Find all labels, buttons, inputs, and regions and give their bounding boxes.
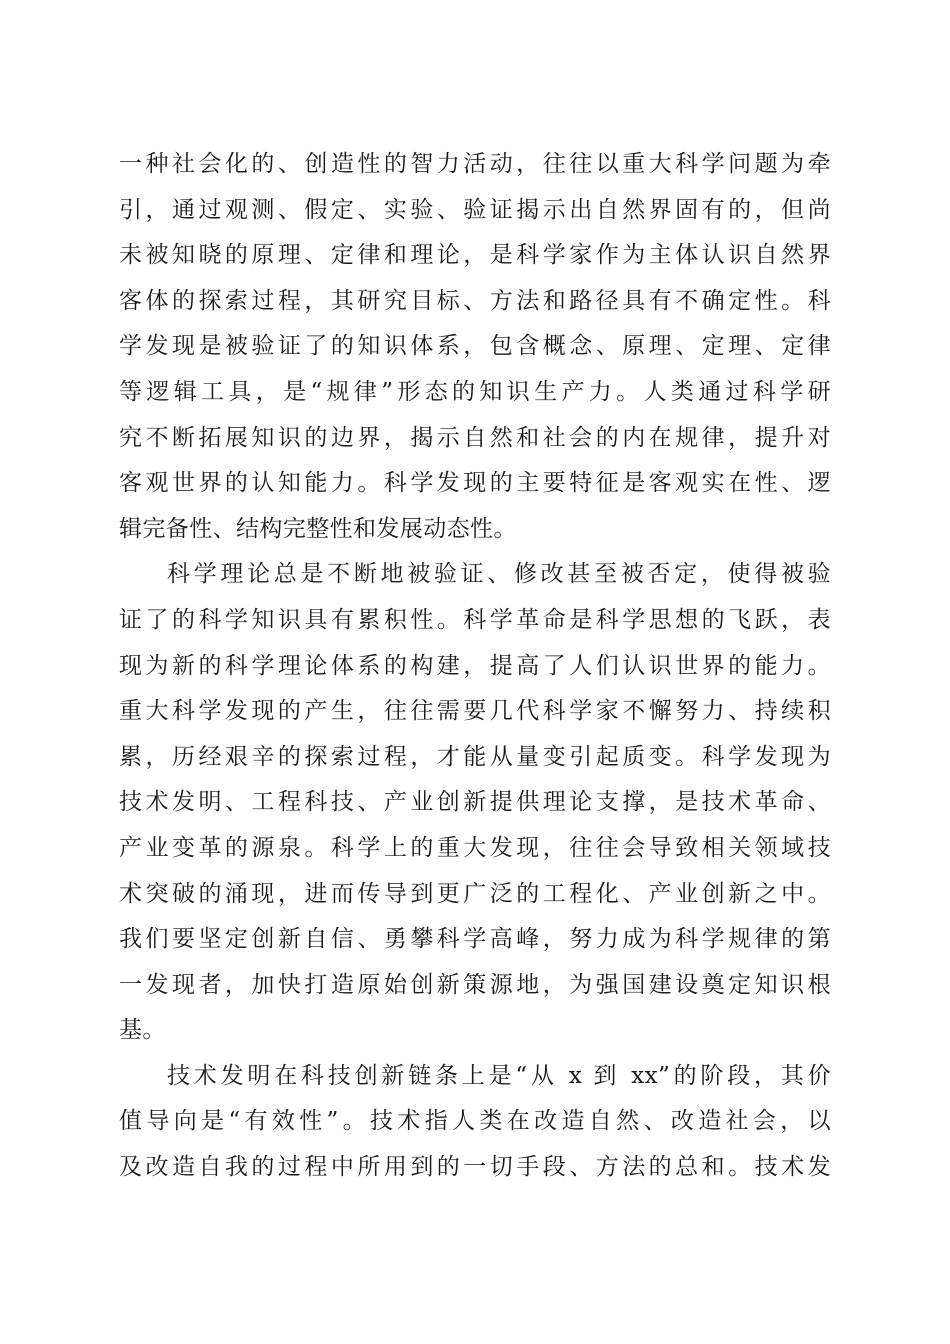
text-line: 一种社会化的、创造性的智力活动，往往以重大科学问题为牵 xyxy=(119,151,831,177)
text-line: 究不断拓展知识的边界，揭示自然和社会的内在规律，提升对 xyxy=(119,424,831,451)
document-body xyxy=(119,142,831,1191)
text-line: 术突破的涌现，进而传导到更广泛的工程化、产业创新之中。 xyxy=(119,880,831,907)
text-line: 辑完备性、结构完整性和发展动态性。 xyxy=(119,515,517,542)
paragraph-1 xyxy=(119,142,831,552)
paragraph-3 xyxy=(119,1054,831,1191)
text-line: 科学理论总是不断地被验证、修改甚至被否定，使得被验 xyxy=(167,561,831,588)
text-line: 学发现是被验证了的知识体系，包含概念、原理、定理、定律 xyxy=(119,333,831,360)
text-line: 基。 xyxy=(119,1017,166,1044)
text-line: 我们要坚定创新自信、勇攀科学高峰，努力成为科学规律的第 xyxy=(119,926,831,953)
text-line: 重大科学发现的产生，往往需要几代科学家不懈努力、持续积 xyxy=(119,698,831,725)
text-line: 累，历经艰辛的探索过程，才能从量变引起质变。科学发现为 xyxy=(119,743,831,770)
text-line: 客体的探索过程，其研究目标、方法和路径具有不确定性。科 xyxy=(119,287,831,314)
text-line: 未被知晓的原理、定律和理论，是科学家作为主体认识自然界 xyxy=(119,242,831,269)
text-line: 客观世界的认知能力。科学发现的主要特征是客观实在性、逻 xyxy=(119,470,831,497)
text-line: 等逻辑工具，是“规律”形态的知识生产力。人类通过科学研 xyxy=(119,378,831,405)
text-line: 值导向是“有效性”。技术指人类在改造自然、改造社会，以 xyxy=(119,1108,831,1135)
text-line: 现为新的科学理论体系的构建，提高了人们认识世界的能力。 xyxy=(119,652,831,679)
text-line: 产业变革的源泉。科学上的重大发现，往往会导致相关领域技 xyxy=(119,834,831,861)
text-line: 一发现者，加快打造原始创新策源地，为强国建设奠定知识根 xyxy=(119,971,831,998)
text-line: 证了的科学知识具有累积性。科学革命是科学思想的飞跃，表 xyxy=(119,606,831,633)
paragraph-2 xyxy=(119,552,831,1054)
text-line: 及改造自我的过程中所用到的一切手段、方法的总和。技术发 xyxy=(119,1154,831,1181)
text-line: 技术发明在科技创新链条上是“从 x 到 xx”的阶段，其价 xyxy=(167,1062,831,1089)
text-line: 技术发明、工程科技、产业创新提供理论支撑，是技术革命、 xyxy=(119,789,831,816)
text-line: 引，通过观测、假定、实验、验证揭示出自然界固有的，但尚 xyxy=(119,196,831,223)
